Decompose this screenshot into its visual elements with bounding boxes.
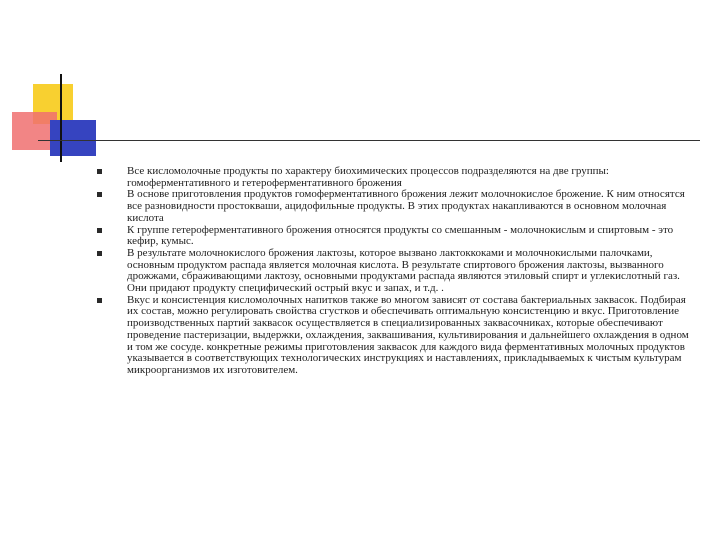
decor-vertical-line	[60, 74, 62, 162]
decor-blue-square	[50, 120, 96, 156]
square-bullet-icon	[97, 298, 102, 303]
bullet-item	[97, 225, 697, 248]
bullet-list	[97, 166, 697, 377]
bullet-item	[97, 248, 697, 295]
title-divider-line	[38, 140, 700, 141]
bullet-item	[97, 189, 697, 224]
bullet-text: В результате молочнокислого брожения лактозы, которое вызвано лактоккоками и молочнокислыми палочками, основным продуктом распада является молочная кислота. В результате спиртового брожения лактозы, вызванного дрожжами, сбраживающими лактозу, основными продуктами распада являются этиловый спирт и углекислотный газ. Они придают продукту специфический острый вкус и запах, и т.д. .	[127, 246, 680, 295]
bullet-item	[97, 166, 697, 189]
square-bullet-icon	[97, 169, 102, 174]
bullet-text: В основе приготовления продуктов гомоферментативного брожения лежит молочнокислое брожение. К ним относятся все разновидности простокваши, ацидофильные продукты. В этих продуктах накапливаются в основном молочная кислота	[127, 188, 685, 224]
square-bullet-icon	[97, 228, 102, 233]
square-bullet-icon	[97, 192, 102, 197]
bullet-text: К группе гетероферментативного брожения относятся продукты со смешанным - молочнокислым и спиртовым - это кефир, кумыс.	[127, 223, 674, 248]
bullet-text: Вкус и консистенция кисломолочных напитков также во многом зависят от состава бактериальных заквасок. Подбирая их состав, можно регулировать свойства сгустков и обеспечивать оптимальную консистенцию и вкус. Приготовление производственных партий заквасок осуществляется в специализированных заквасочниках, которые обеспечивают проведение пастеризации, выдержки, охлаждения, заквашивания, культивирования и дальнейшего охлаждения в одном и том же сосуде. конкретные режимы приготовления заквасок для каждого вида ферментативных молочных продуктов указывается в соответствующих технологических инструкциях и наставлениях, прикладываемых к чистым культурам микроорганизмов их изготовителем.	[127, 293, 689, 376]
bullet-item	[97, 295, 697, 377]
bullet-text: Все кисломолочные продукты по характеру биохимических процессов подразделяются на две группы: гомоферментативного и гетероферментативного брожения	[127, 165, 609, 189]
square-bullet-icon	[97, 251, 102, 256]
